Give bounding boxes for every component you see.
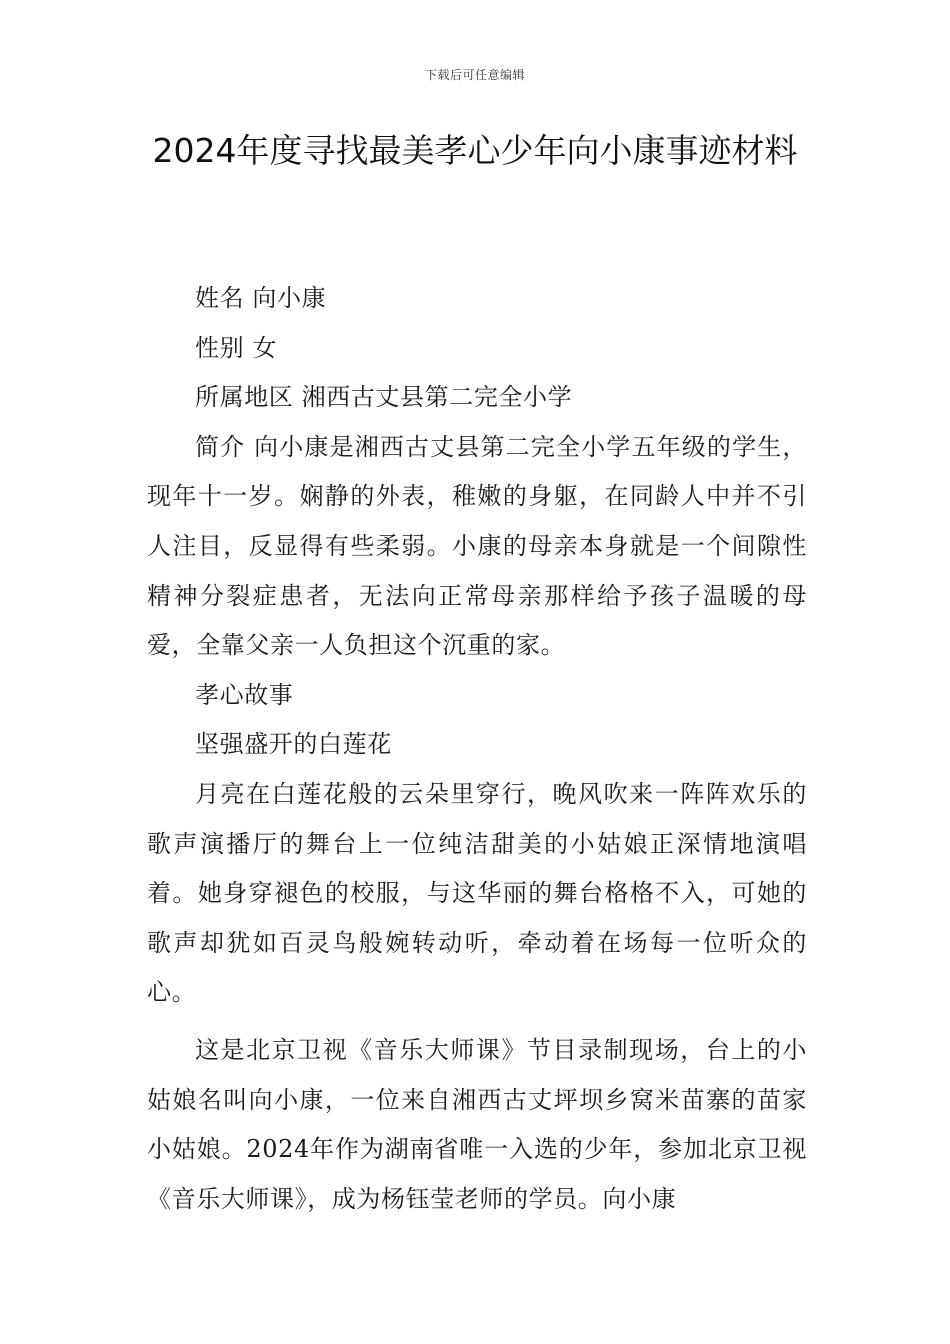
story-paragraph-2: 这是北京卫视《音乐大师课》节目录制现场，台上的小姑娘名叫向小康，一位来自湘西古丈坪坝乡窝米苗寨的苗家小姑娘。2024年作为湖南省唯一入选的少年，参加北京卫视《音乐大师课》，成为杨钰莹老师的学员。向小康 [147,1035,807,1213]
header-note: 下载后可任意编辑 [424,68,525,82]
story-paragraph-1: 月亮在白莲花般的云朵里穿行，晚风吹来一阵阵欢乐的歌声演播厅的舞台上一位纯洁甜美的小姑娘正深情地演唱着。她身穿褪色的校服，与这华丽的舞台格格不入，可她的歌声却犹如百灵鸟般婉转动听，牵动着在场每一位听众的心。 [147,779,807,1007]
field-name: 姓名 向小康 [195,284,327,312]
field-gender: 性别 女 [195,333,278,362]
section-heading: 孝心故事 [195,680,294,709]
document-title: 2024年度寻找最美孝心少年向小康事迹材料 [152,131,798,170]
story-title: 坚强盛开的白莲花 [195,730,392,759]
field-region: 所属地区 湘西古丈县第二完全小学 [195,383,573,412]
intro-paragraph: 简介 向小康是湘西古丈县第二完全小学五年级的学生，现年十一岁。娴静的外表，稚嫩的身躯，在同龄人中并不引人注目，反显得有些柔弱。小康的母亲本身就是一个间隙性精神分裂症患者，无法向正常母亲那样给予孩子温暖的母爱，全靠父亲一人负担这个沉重的家。 [147,432,807,660]
document-body [147,274,807,1224]
